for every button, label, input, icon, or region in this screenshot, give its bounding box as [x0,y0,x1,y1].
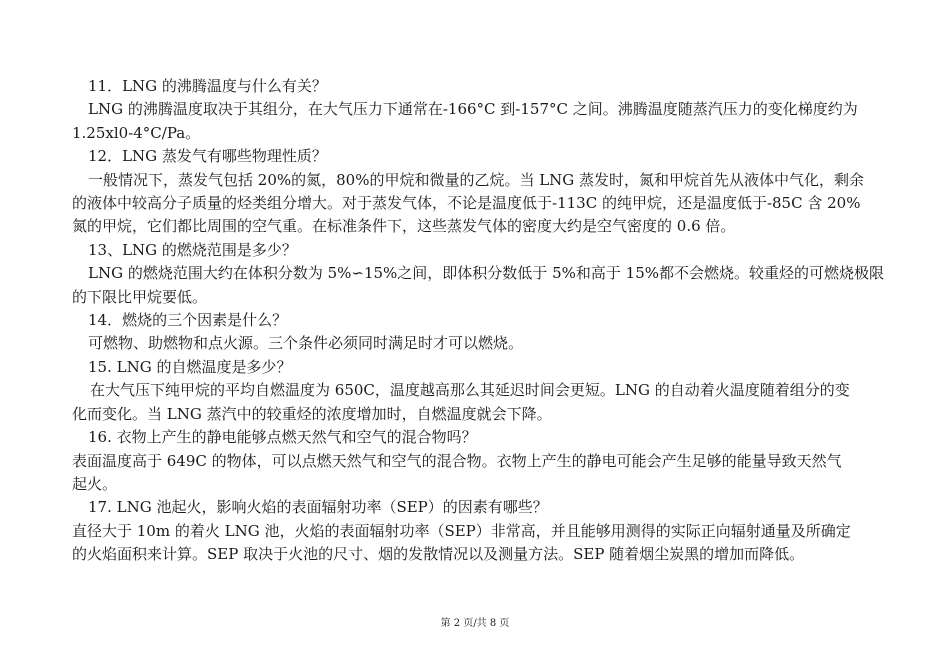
question-17: 17. LNG 池起火，影响火焰的表面辐射功率（SEP）的因素有哪些？ [88,498,548,517]
question-15: 15. LNG 的自燃温度是多少？ [88,357,292,376]
answer-13-line-2: 的下限比甲烷要低。 [72,287,208,306]
question-12: 12．LNG 蒸发气有哪些物理性质？ [88,147,327,166]
answer-13-line-1: LNG 的燃烧范围大约在体积分数为 5%∽15%之间，即体积分数低于 5%和高于 15%都不会燃烧。较重烃的可燃烧极限 [88,264,884,283]
answer-12-line-2: 的液体中较高分子质量的烃类组分增大。对于蒸发气体，不论是温度低于-113C 的纯甲烷，还是温度低于-85C 含 20% [72,194,861,213]
answer-12-line-3: 氮的甲烷，它们都比周围的空气重。在标准条件下，这些蒸发气体的密度大约是空气密度的 0.6 倍。 [72,217,736,236]
page-footer [0,614,950,629]
question-11: 11．LNG 的沸腾温度与什么有关？ [88,77,327,95]
answer-12-line-1: 一般情况下，蒸发气包括 20%的氮，80%的甲烷和微量的乙烷。当 LNG 蒸发时，氮和甲烷首先从液体中气化，剩余 [88,170,865,189]
answer-15-line-1: 在大气压下纯甲烷的平均自燃温度为 650C，温度越高那么其延迟时间会更短。LNG 的自动着火温度随着组分的变 [90,381,850,400]
document-body [72,75,882,567]
question-16: 16. 衣物上产生的静电能够点燃天然气和空气的混合物吗？ [88,428,477,447]
answer-14-line-1: 可燃物、助燃物和点火源。三个条件必须同时满足时才可以燃烧。 [88,334,524,353]
question-14: 14．燃烧的三个因素是什么？ [88,311,288,330]
answer-11-line-1: LNG 的沸腾温度取决于其组分，在大气压力下通常在-166°C 到-157°C 之间。沸腾温度随蒸汽压力的变化梯度约为 [88,100,858,119]
answer-16-line-1: 表面温度高于 649C 的物体，可以点燃天然气和空气的混合物。衣物上产生的静电可能会产生足够的能量导致天然气 [72,451,842,470]
answer-17-line-2: 的火焰面积来计算。SEP 取决于火池的尺寸、烟的发散情况以及测量方法。SEP 随着烟尘炭黑的增加而降低。 [72,545,805,564]
answer-16-line-2: 起火。 [72,474,118,493]
answer-17-line-1: 直径大于 10m 的着火 LNG 池，火焰的表面辐射功率（SEP）非常高，并且能够用测得的实际正向辐射通量及所确定 [72,521,851,540]
answer-15-line-2: 化而变化。当 LNG 蒸汽中的较重烃的浓度增加时，自燃温度就会下降。 [72,404,552,423]
page-number: 第 2 页/共 8 页 [440,618,510,629]
answer-11-line-2: 1.25xl0-4°C/Pa。 [72,123,201,142]
question-13: 13、LNG 的燃烧范围是多少？ [88,240,297,259]
